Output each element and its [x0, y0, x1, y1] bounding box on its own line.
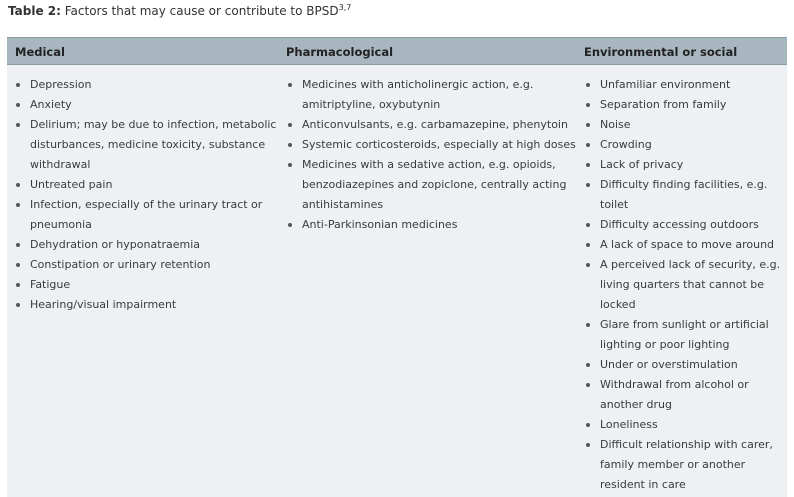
- list-item: [14, 95, 276, 115]
- list-item-text: toilet: [600, 198, 629, 211]
- list-item-text: Fatigue: [30, 278, 71, 291]
- list-item: [584, 95, 784, 115]
- list-item-text: Dehydration or hyponatraemia: [30, 238, 201, 251]
- list-item: [584, 255, 784, 315]
- column-pharmacological: [286, 75, 576, 235]
- list-item: [14, 235, 276, 255]
- list-item-text: Depression: [30, 78, 92, 91]
- list-item-text: Anticonvulsants, e.g. carbamazepine, phenytoin: [302, 118, 568, 131]
- list-item: [584, 175, 784, 215]
- list-item-text: another drug: [600, 398, 672, 411]
- list-item-text: locked: [600, 298, 636, 311]
- caption-text: Factors that may cause or contribute to BPSD: [64, 4, 339, 18]
- list-item-text: Under or overstimulation: [600, 358, 738, 371]
- list-item: [584, 135, 784, 155]
- list-item-text: family member or another: [600, 458, 746, 471]
- list-item-text: Difficult relationship with carer,: [600, 438, 773, 451]
- list-item: [584, 75, 784, 95]
- list-item-text: Anxiety: [30, 98, 72, 111]
- list-item: [584, 375, 784, 415]
- list-item-text: Withdrawal from alcohol or: [600, 378, 749, 391]
- list-item-text: Lack of privacy: [600, 158, 684, 171]
- caption-reference: 3,7: [338, 3, 352, 12]
- list-item-text: withdrawal: [30, 158, 91, 171]
- list-item-text: Noise: [600, 118, 631, 131]
- list-item-text: Loneliness: [600, 418, 658, 431]
- list-item-text: Medicines with anticholinergic action, e.g.: [302, 78, 534, 91]
- factors-table: [7, 37, 787, 497]
- list-item: [584, 355, 784, 375]
- list-item-text: Untreated pain: [30, 178, 113, 191]
- list-item-text: Glare from sunlight or artificial: [600, 318, 769, 331]
- list-item-text: pneumonia: [30, 218, 92, 231]
- list-item: [584, 215, 784, 235]
- list-item: [14, 295, 276, 315]
- list-item: [584, 155, 784, 175]
- list-item-text: Difficulty finding facilities, e.g.: [600, 178, 768, 191]
- header-medical: Medical: [15, 45, 65, 59]
- list-item-text: Delirium; may be due to infection, metabolic: [30, 118, 277, 131]
- list-item: [584, 235, 784, 255]
- caption-label: Table 2:: [8, 4, 61, 18]
- list-item: [286, 115, 576, 135]
- list-item-text: Difficulty accessing outdoors: [600, 218, 759, 231]
- list-item-text: Separation from family: [600, 98, 727, 111]
- list-item-text: Infection, especially of the urinary tract or: [30, 198, 263, 211]
- list-item-text: Medicines with a sedative action, e.g. opioids,: [302, 158, 556, 171]
- list-item-text: Systemic corticosteroids, especially at high doses: [302, 138, 576, 151]
- list-item: [14, 275, 276, 295]
- list-item-text: Unfamiliar environment: [600, 78, 731, 91]
- list-item: [14, 195, 276, 235]
- list-item-text: benzodiazepines and zopiclone, centrally acting: [302, 178, 567, 191]
- table-caption: [8, 3, 351, 19]
- list-item: [584, 415, 784, 435]
- list-item-text: living quarters that cannot be: [600, 278, 765, 291]
- list-item-text: Constipation or urinary retention: [30, 258, 211, 271]
- list-item-text: Anti-Parkinsonian medicines: [302, 218, 458, 231]
- list-item-text: A lack of space to move around: [600, 238, 775, 251]
- column-environmental-social: [584, 75, 784, 495]
- list-item-text: antihistamines: [302, 198, 384, 211]
- list-item: [584, 115, 784, 135]
- list-item: [14, 75, 276, 95]
- column-medical: [14, 75, 276, 315]
- table-header-row: [7, 37, 787, 65]
- list-item-text: resident in care: [600, 478, 686, 491]
- list-item: [14, 175, 276, 195]
- header-pharmacological: Pharmacological: [286, 45, 394, 59]
- list-item-text: amitriptyline, oxybutynin: [302, 98, 441, 111]
- list-item: [286, 135, 576, 155]
- list-item: [286, 75, 576, 115]
- list-item: [286, 155, 576, 215]
- list-item-text: Hearing/visual impairment: [30, 298, 177, 311]
- list-item-text: disturbances, medicine toxicity, substance: [30, 138, 266, 151]
- header-environmental-social: Environmental or social: [584, 45, 738, 59]
- list-item: [584, 315, 784, 355]
- list-item: [286, 215, 576, 235]
- list-item-text: Crowding: [600, 138, 652, 151]
- list-item-text: A perceived lack of security, e.g.: [600, 258, 781, 271]
- list-item: [584, 435, 784, 495]
- list-item-text: lighting or poor lighting: [600, 338, 730, 351]
- list-item: [14, 255, 276, 275]
- list-item: [14, 115, 276, 175]
